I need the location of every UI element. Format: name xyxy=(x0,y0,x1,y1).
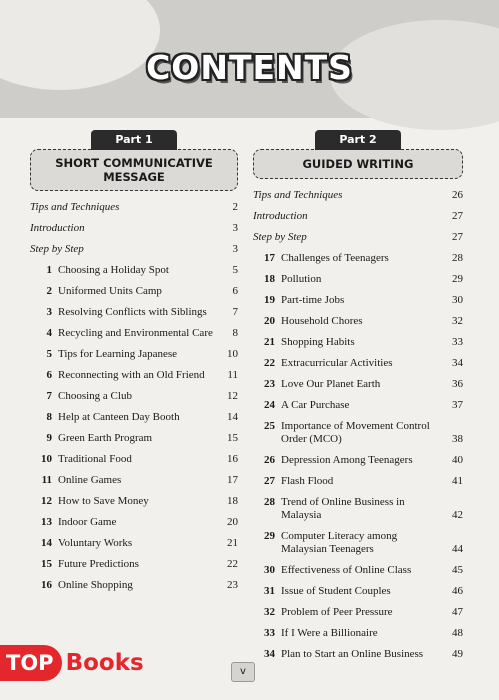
toc-entry-number: 32 xyxy=(264,606,275,618)
toc-entry-number: 23 xyxy=(264,378,275,390)
toc-entry-page: 3 xyxy=(232,222,238,234)
toc-entry-title: Issue of Student Couples xyxy=(281,585,391,597)
part-2-heading-text: GUIDED WRITING xyxy=(302,157,414,171)
publisher-logo xyxy=(0,640,144,685)
toc-entry-number: 5 xyxy=(46,348,52,360)
toc-entry-number: 27 xyxy=(264,475,275,487)
toc-entry xyxy=(30,411,238,424)
toc-entry xyxy=(30,537,238,550)
toc-entry-number: 28 xyxy=(264,496,275,508)
toc-entry-page: 23 xyxy=(227,579,238,591)
toc-entry-title: Indoor Game xyxy=(58,516,117,528)
toc-entry-number: 19 xyxy=(264,294,275,306)
toc-entry-page: 45 xyxy=(452,564,463,576)
toc-entry-number: 29 xyxy=(264,530,275,542)
toc-entry-number: 11 xyxy=(41,474,52,486)
toc-entry xyxy=(30,432,238,445)
toc-entry xyxy=(253,273,463,286)
toc-entry-number: 33 xyxy=(264,627,275,639)
toc-entry xyxy=(30,222,238,235)
part-1-heading-text: SHORT COMMUNICATIVE MESSAGE xyxy=(55,156,213,184)
toc-entry-title: Online Games xyxy=(58,474,122,486)
toc-entry-number: 13 xyxy=(41,516,52,528)
part-1-heading xyxy=(30,149,238,191)
toc-entry-page: 5 xyxy=(232,264,238,276)
toc-entry-number: 21 xyxy=(264,336,275,348)
part-2-heading xyxy=(253,149,463,179)
toc-entry-title: Voluntary Works xyxy=(58,537,133,549)
toc-entry xyxy=(30,327,238,340)
toc-entry-title: Importance of Movement Control Order (MCO) xyxy=(281,420,430,445)
toc-entry-page: 49 xyxy=(452,648,463,660)
toc-entry xyxy=(30,264,238,277)
toc-entry-title: Choosing a Club xyxy=(58,390,132,402)
toc-entry-number: 7 xyxy=(46,390,52,402)
toc-entry-page: 16 xyxy=(227,453,238,465)
toc-entry-number: 6 xyxy=(46,369,52,381)
toc-entry xyxy=(30,579,238,592)
toc-entry-page: 36 xyxy=(452,378,463,390)
part-2-tab: Part 2 xyxy=(315,130,401,150)
toc-entry-title: Reconnecting with an Old Friend xyxy=(58,369,205,381)
toc-entry-title: Recycling and Environmental Care xyxy=(58,327,213,339)
toc-entry-page: 27 xyxy=(452,231,463,243)
toc-entry-number: 16 xyxy=(41,579,52,591)
toc-entry-title: How to Save Money xyxy=(58,495,149,507)
toc-entry xyxy=(253,564,463,577)
toc-entry-page: 8 xyxy=(232,327,238,339)
toc-entry-number: 8 xyxy=(46,411,52,423)
part-1-entries xyxy=(30,201,238,592)
toc-entry xyxy=(253,399,463,412)
toc-entry-page: 20 xyxy=(227,516,238,528)
toc-entry-number: 34 xyxy=(264,648,275,660)
toc-entry-title: Extracurricular Activities xyxy=(281,357,393,369)
toc-entry-title: Love Our Planet Earth xyxy=(281,378,381,390)
toc-entry xyxy=(30,243,238,256)
toc-entry-page: 41 xyxy=(452,475,463,487)
toc-entry-title: Tips and Techniques xyxy=(253,189,343,201)
toc-entry xyxy=(30,201,238,214)
page-title: CONTENTS xyxy=(146,48,353,87)
toc-entry-page: 46 xyxy=(452,585,463,597)
toc-entry-title: Computer Literacy among Malaysian Teenagers xyxy=(281,530,398,555)
toc-entry xyxy=(253,315,463,328)
toc-entry-page: 28 xyxy=(452,252,463,264)
toc-entry-page: 10 xyxy=(227,348,238,360)
toc-entry-page: 47 xyxy=(452,606,463,618)
toc-entry xyxy=(253,252,463,265)
part-1-tab: Part 1 xyxy=(91,130,177,150)
toc-entry-page: 29 xyxy=(452,273,463,285)
toc-entry-title: If I Were a Billionaire xyxy=(281,627,378,639)
toc-entry-page: 14 xyxy=(227,411,238,423)
toc-entry-number: 9 xyxy=(46,432,52,444)
toc-entry-title: Green Earth Program xyxy=(58,432,153,444)
toc-entry xyxy=(253,454,463,467)
toc-entry-title: Choosing a Holiday Spot xyxy=(58,264,169,276)
toc-entry-number: 25 xyxy=(264,420,275,432)
toc-entry xyxy=(253,530,463,556)
toc-entry-page: 34 xyxy=(452,357,463,369)
toc-entry xyxy=(253,585,463,598)
toc-entry-title: Problem of Peer Pressure xyxy=(281,606,393,618)
toc-entry-number: 2 xyxy=(46,285,52,297)
toc-entry xyxy=(30,348,238,361)
toc-entry-number: 30 xyxy=(264,564,275,576)
toc-entry-title: Challenges of Teenagers xyxy=(281,252,389,264)
logo-top-text: TOP xyxy=(0,645,62,681)
toc-entry-number: 22 xyxy=(264,357,275,369)
toc-entry xyxy=(253,357,463,370)
toc-entry xyxy=(30,558,238,571)
toc-entry-page: 12 xyxy=(227,390,238,402)
toc-entry-number: 18 xyxy=(264,273,275,285)
toc-entry-title: Shopping Habits xyxy=(281,336,355,348)
toc-entry-number: 14 xyxy=(41,537,52,549)
toc-entry xyxy=(253,475,463,488)
toc-entry-page: 17 xyxy=(227,474,238,486)
toc-entry-page: 37 xyxy=(452,399,463,411)
toc-entry xyxy=(30,516,238,529)
toc-entry xyxy=(253,496,463,522)
toc-entry-title: Introduction xyxy=(253,210,308,222)
toc-entry-page: 27 xyxy=(452,210,463,222)
toc-entry-number: 17 xyxy=(264,252,275,264)
toc-entry-title: Traditional Food xyxy=(58,453,132,465)
toc-entry xyxy=(253,606,463,619)
toc-entry-title: Tips and Techniques xyxy=(30,201,120,213)
toc-entry-title: Help at Canteen Day Booth xyxy=(58,411,180,423)
toc-entry-page: 40 xyxy=(452,454,463,466)
part-2-entries xyxy=(253,189,463,661)
toc-entry-title: Introduction xyxy=(30,222,85,234)
toc-entry-page: 11 xyxy=(227,369,238,381)
toc-entry-title: Future Predictions xyxy=(58,558,139,570)
toc-entry-title: Flash Flood xyxy=(281,475,334,487)
part-1-column xyxy=(30,130,238,600)
toc-entry-page: 44 xyxy=(452,543,463,555)
toc-entry xyxy=(253,189,463,202)
toc-entry xyxy=(30,369,238,382)
toc-entry xyxy=(253,648,463,661)
toc-entry-page: 21 xyxy=(227,537,238,549)
toc-entry-title: Online Shopping xyxy=(58,579,133,591)
toc-entry-page: 7 xyxy=(232,306,238,318)
toc-entry xyxy=(30,453,238,466)
toc-entry-title: Part-time Jobs xyxy=(281,294,345,306)
toc-entry-page: 30 xyxy=(452,294,463,306)
toc-entry xyxy=(30,306,238,319)
toc-entry xyxy=(253,627,463,640)
toc-entry-page: 42 xyxy=(452,509,463,521)
page-number: v xyxy=(231,662,255,682)
toc-entry xyxy=(253,231,463,244)
toc-entry-number: 31 xyxy=(264,585,275,597)
toc-entry-number: 3 xyxy=(46,306,52,318)
toc-entry-number: 26 xyxy=(264,454,275,466)
toc-entry-page: 26 xyxy=(452,189,463,201)
toc-entry-number: 20 xyxy=(264,315,275,327)
toc-entry-title: Tips for Learning Japanese xyxy=(58,348,178,360)
toc-entry-title: Resolving Conflicts with Siblings xyxy=(58,306,207,318)
logo-books-text: Books xyxy=(65,649,144,676)
toc-entry-page: 3 xyxy=(232,243,238,255)
toc-entry-number: 12 xyxy=(41,495,52,507)
toc-entry xyxy=(253,210,463,223)
toc-entry-page: 48 xyxy=(452,627,463,639)
toc-entry-page: 32 xyxy=(452,315,463,327)
toc-entry-page: 15 xyxy=(227,432,238,444)
toc-entry-title: Plan to Start an Online Business xyxy=(281,648,424,660)
toc-entry xyxy=(253,294,463,307)
toc-entry-page: 22 xyxy=(227,558,238,570)
toc-entry-title: Household Chores xyxy=(281,315,363,327)
toc-entry-number: 24 xyxy=(264,399,275,411)
toc-entry xyxy=(30,390,238,403)
toc-entry xyxy=(253,336,463,349)
toc-entry-number: 10 xyxy=(41,453,52,465)
toc-entry xyxy=(30,474,238,487)
toc-entry-page: 33 xyxy=(452,336,463,348)
toc-entry-title: A Car Purchase xyxy=(281,399,350,411)
toc-entry-title: Depression Among Teenagers xyxy=(281,454,413,466)
toc-entry xyxy=(30,285,238,298)
toc-entry-title: Effectiveness of Online Class xyxy=(281,564,412,576)
toc-entry-title: Pollution xyxy=(281,273,322,285)
toc-entry xyxy=(253,378,463,391)
toc-entry-title: Step by Step xyxy=(253,231,307,243)
toc-entry xyxy=(30,495,238,508)
toc-entry-page: 2 xyxy=(232,201,238,213)
toc-entry-title: Trend of Online Business in Malaysia xyxy=(281,496,405,521)
toc-entry-title: Step by Step xyxy=(30,243,84,255)
toc-entry-number: 4 xyxy=(46,327,52,339)
toc-entry-page: 38 xyxy=(452,433,463,445)
toc-entry-page: 18 xyxy=(227,495,238,507)
toc-entry-number: 15 xyxy=(41,558,52,570)
toc-entry-title: Uniformed Units Camp xyxy=(58,285,162,297)
part-2-column xyxy=(253,130,463,669)
toc-entry xyxy=(253,420,463,446)
toc-entry-page: 6 xyxy=(232,285,238,297)
toc-entry-number: 1 xyxy=(46,264,52,276)
